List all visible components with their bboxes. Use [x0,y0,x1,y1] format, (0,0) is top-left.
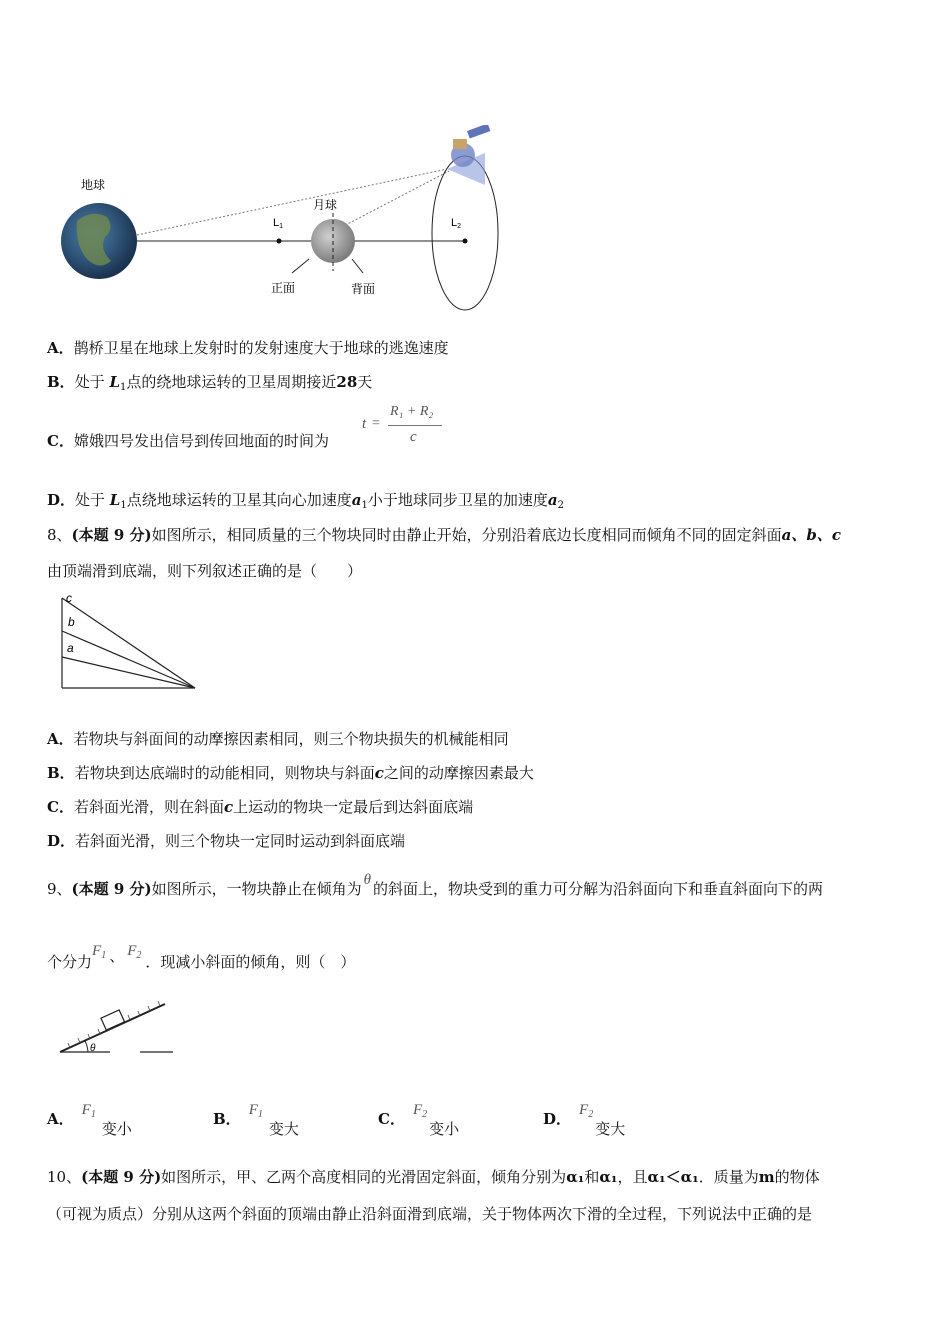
incline-b [62,631,195,688]
q9-option-a[interactable]: A． $F^1$变小 [47,1102,132,1138]
q7-option-d[interactable]: D．处于 $L_1$点绕地球运转的卫星其向心加速度$a_1$小于地球同步卫星的加速度$a_2$ [47,491,564,511]
q8-inclines-figure [55,590,205,692]
back-label: 背面 [351,282,376,296]
l1-point [277,239,282,244]
q7-option-c[interactable]: C．嫦娥四号发出信号到传回地面的时间为 [47,432,329,450]
q9-option-c[interactable]: C． $F^2$变小 [378,1102,460,1138]
q9-option-b[interactable]: B． $F^1$变大 [213,1102,299,1138]
front-arrow [292,259,309,273]
q10-stem-line2: （可视为质点）分别从这两个斜面的顶端由静止沿斜面滑到底端，关于物体两次下滑的全过程，下列说法中正确的是 [47,1205,813,1223]
q9-stem-line2: 个分力$F^1$ 、 $F^2$ ．现减小斜面的倾角，则（ ） [47,943,356,971]
label-c: c [66,591,72,605]
q7-option-b[interactable]: B．处于 $L_1$点的绕地球运转的卫星周期接近28天 [47,373,373,393]
q7-option-a[interactable]: A．鹊桥卫星在地球上发射时的发射速度大于地球的逃逸速度 [47,339,449,357]
q10-stem-line1: 10、(本题 9 分)如图所示，甲、乙两个高度相同的光滑固定斜面，倾角分别为α₁和α₁，且α₁＜α₁．质量为m的物体 [47,1168,820,1186]
l2-label: L2 [451,217,462,230]
incline-surface [60,1004,165,1052]
l2-point [463,239,468,244]
label-b: b [68,615,75,629]
block [101,1010,125,1030]
q8-option-a[interactable]: A．若物块与斜面间的动摩擦因素相同，则三个物块损失的机械能相同 [47,730,509,748]
q9-stem-line1: 9、(本题 9 分)如图所示，一物块静止在倾角为 θ 的斜面上，物块受到的重力可分解为沿斜面向下和垂直斜面向下的两 [47,872,824,898]
q8-stem-line1: 8、(本题 9 分)如图所示，相同质量的三个物块同时由静止开始，分别沿着底边长度相同而倾角不同的固定斜面a、b、c [47,526,841,544]
fraction-bar [388,425,442,426]
q8-option-c[interactable]: C．若斜面光滑，则在斜面c上运动的物块一定最后到达斜面底端 [47,798,474,816]
q9-incline-figure [55,995,180,1060]
q8-stem-line2: 由顶端滑到底端，则下列叙述正确的是（ ） [47,562,363,580]
relay-satellite-icon [447,125,490,185]
q8-option-b[interactable]: B．若物块到达底端时的动能相同，则物块与斜面c之间的动摩擦因素最大 [47,764,534,782]
q9-option-d[interactable]: D． $F^2$变大 [543,1102,626,1138]
theta-label: θ [90,1043,96,1054]
label-a: a [67,641,74,655]
back-arrow [352,259,363,273]
earth-label: 地球 [81,178,106,192]
time-formula: t = R₁ + R₂ c [362,402,444,450]
l1-label: L1 [273,217,284,230]
halo-orbit [432,156,498,310]
incline-a [62,657,195,688]
incline-c [62,598,195,688]
moon-label: 月球 [313,198,338,212]
earth-moon-figure [55,125,505,320]
front-label: 正面 [271,281,296,295]
dotted-line-earth [137,169,447,235]
q8-option-d[interactable]: D．若斜面光滑，则三个物块一定同时运动到斜面底端 [47,832,406,850]
theta-arc [85,1041,88,1052]
